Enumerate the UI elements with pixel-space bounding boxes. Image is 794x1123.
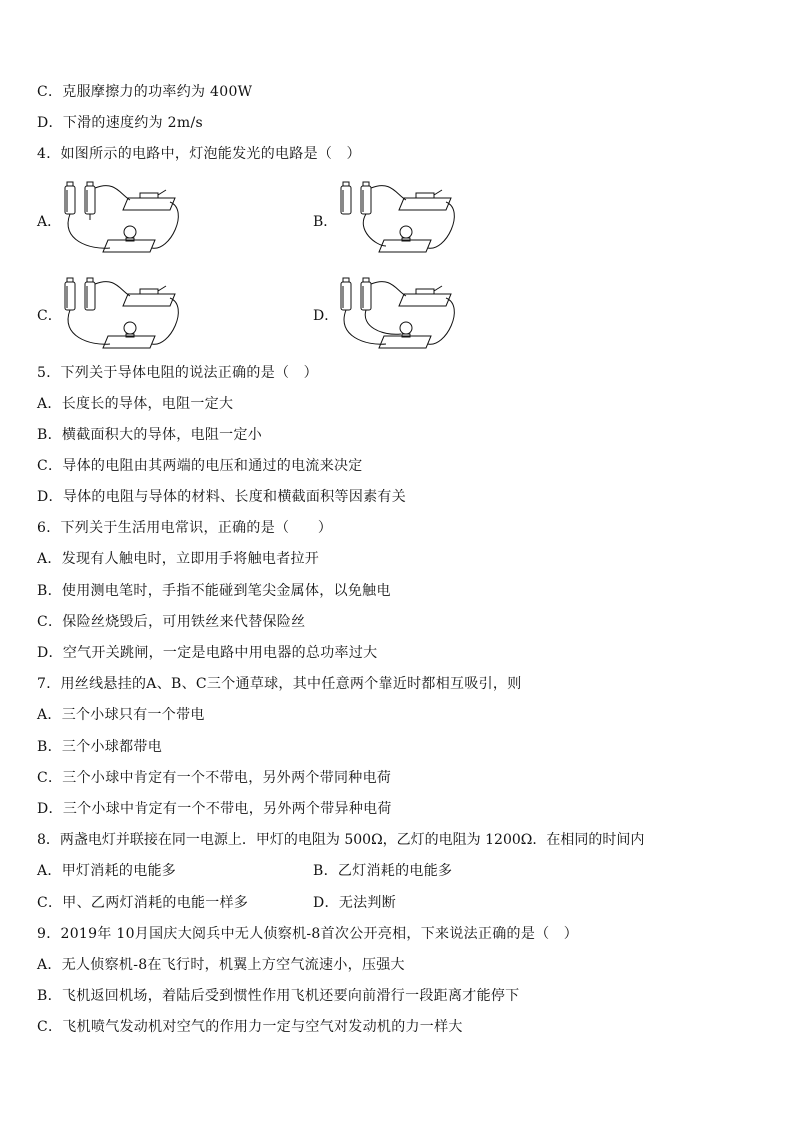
circuit-figure-b [336,180,466,262]
q9-question: 9．2019年 10月国庆大阅兵中无人侦察机-8首次公开亮相，下来说法正确的是（ ） [37,926,579,942]
q5-option-b: B．横截面积大的导体，电阻一定小 [37,427,263,443]
q4-figure-c-label: C． [37,308,62,324]
q3-option-c: C．克服摩擦力的功率约为 400W [37,84,253,100]
q7-option-a: A．三个小球只有一个带电 [37,707,205,723]
q8-question: 8．两盏电灯并联接在同一电源上．甲灯的电阻为 500Ω，乙灯的电阻为 1200Ω．在相同的时间内 [37,832,645,848]
q4-figure-a-label: A． [37,214,62,230]
q9-option-a: A．无人侦察机-8在飞行时，机翼上方空气流速小，压强大 [37,957,405,973]
circuit-figure-c [60,276,190,358]
q5-option-a: A．长度长的导体，电阻一定大 [37,396,234,412]
q4-question: 4．如图所示的电路中，灯泡能发光的电路是（ ） [37,146,361,162]
circuit-figure-d [336,276,466,358]
q7-option-d: D．三个小球中肯定有一个不带电，另外两个带异种电荷 [37,801,392,817]
q8-option-b: B．乙灯消耗的电能多 [313,863,453,879]
q3-option-d: D．下滑的速度约为 2m/s [37,115,203,131]
q6-option-a: A．发现有人触电时，立即用手将触电者拉开 [37,551,320,567]
q7-option-c: C．三个小球中肯定有一个不带电，另外两个带同种电荷 [37,770,392,786]
circuit-figure-a [60,180,190,262]
q6-question: 6．下列关于生活用电常识，正确的是（ ） [37,520,333,536]
q6-option-d: D．空气开关跳闸，一定是电路中用电器的总功率过大 [37,645,378,661]
q7-option-b: B．三个小球都带电 [37,739,162,755]
q5-option-d: D．导体的电阻与导体的材料、长度和横截面积等因素有关 [37,489,407,505]
q8-option-d: D．无法判断 [313,895,397,911]
q4-figure-d-label: D． [313,308,339,324]
q6-option-b: B．使用测电笔时，手指不能碰到笔尖金属体，以免触电 [37,583,391,599]
q5-question: 5．下列关于导体电阻的说法正确的是（ ） [37,365,318,381]
q9-option-c: C．飞机喷气发动机对空气的作用力一定与空气对发动机的力一样大 [37,1019,463,1035]
q8-option-c: C．甲、乙两灯消耗的电能一样多 [37,895,249,911]
q9-option-b: B．飞机返回机场，着陆后受到惯性作用飞机还要向前滑行一段距离才能停下 [37,988,520,1004]
q5-option-c: C．导体的电阻由其两端的电压和通过的电流来决定 [37,458,363,474]
q4-figure-b-label: B． [313,214,338,230]
q7-question: 7．用丝线悬挂的A、B、C三个通草球，其中任意两个靠近时都相互吸引，则 [37,676,522,692]
q8-option-a: A．甲灯消耗的电能多 [37,863,177,879]
q6-option-c: C．保险丝烧毁后，可用铁丝来代替保险丝 [37,614,306,630]
